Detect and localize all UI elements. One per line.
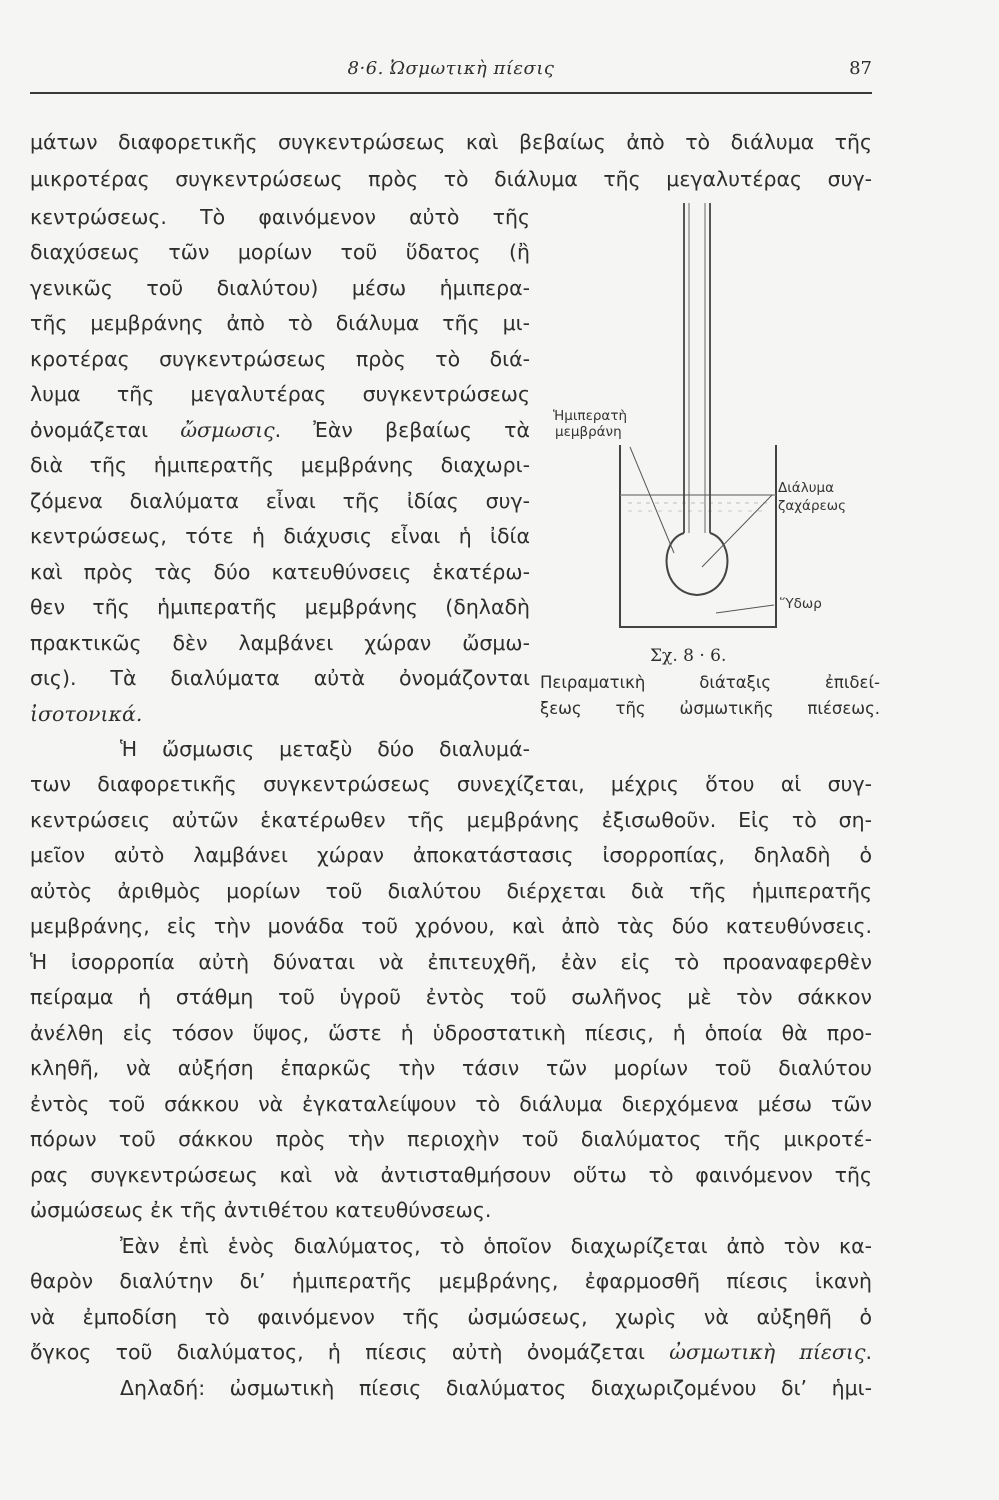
- text-run: ὄγκος τοῦ διαλύματος, ἡ πίεσις αὐτὴ ὀνομάζεται: [30, 1340, 645, 1364]
- body-line: ἀνέλθη εἰς τόσον ὕψος, ὥστε ἡ ὑδροστατικὴ πίεσις, ἡ ὁποία θὰ προ-: [30, 1021, 872, 1045]
- body-line: θεν τῆς ἡμιπερατῆς μεμβράνης (δηλαδὴ: [30, 595, 530, 619]
- figure-caption: Πειραματικὴ διάταξις ἐπιδεί-: [540, 673, 880, 692]
- body-line: ἐντὸς τοῦ σάκκου νὰ ἐγκαταλείψουν τὸ διάλυμα διερχόμενα μέσω τῶν: [30, 1092, 872, 1116]
- body-line: [30, 1338, 872, 1366]
- body-line: νὰ ἐμποδίση τὸ φαινόμενον τῆς ὠσμώσεως, χωρὶς νὰ αὐξηθῆ ὁ: [30, 1305, 872, 1329]
- label-sugar-solution: ζαχάρεως: [778, 498, 847, 514]
- body-line: των διαφορετικῆς συγκεντρώσεως συνεχίζεται, μέχρις ὅτου αἱ συγ-: [30, 772, 872, 796]
- body-line: διὰ τῆς ἡμιπερατῆς μεμβράνης διαχωρι-: [30, 453, 530, 477]
- label-membrane: Ἡμιπερατὴ: [553, 408, 628, 424]
- body-line: [30, 416, 530, 444]
- figure-number: Σχ. 8 · 6.: [650, 646, 727, 666]
- text-run: ὀνομάζεται: [30, 418, 149, 442]
- body-line: κεντρώσεις αὐτῶν ἑκατέρωθεν τῆς μεμβράνης ἐξισωθοῦν. Εἰς τὸ ση-: [30, 808, 872, 832]
- body-line: ζόμενα διαλύματα εἶναι τῆς ἰδίας συγ-: [30, 489, 530, 513]
- term-isotonic: ἰσοτονικά.: [30, 702, 143, 726]
- term-osmotic-pressure: ὠσμωτικὴ πίεσις: [669, 1340, 866, 1364]
- body-line: διαχύσεως τῶν μορίων τοῦ ὕδατος (ἢ: [30, 240, 530, 264]
- body-line: θαρὸν διαλύτην δι’ ἡμιπερατῆς μεμβράνης, ἐφαρμοσθῆ πίεσις ἱκανὴ: [30, 1269, 872, 1293]
- body-line: πείραμα ἡ στάθμη τοῦ ὑγροῦ ἐντὸς τοῦ σωλῆνος μὲ τὸν σάκκον: [30, 985, 872, 1009]
- body-line: Ἡ ὤσμωσις μεταξὺ δύο διαλυμά-: [120, 737, 530, 761]
- body-line: τῆς μεμβράνης ἀπὸ τὸ διάλυμα τῆς μι-: [30, 311, 530, 335]
- body-line: μεμβράνης, εἰς τὴν μονάδα τοῦ χρόνου, καὶ ἀπὸ τὰς δύο κατευθύνσεις.: [30, 914, 872, 938]
- body-line: μάτων διαφορετικῆς συγκεντρώσεως καὶ βεβαίως ἀπὸ τὸ διάλυμα τῆς: [30, 130, 872, 154]
- body-line: αὐτὸς ἀριθμὸς μορίων τοῦ διαλύτου διέρχεται διὰ τῆς ἡμιπερατῆς: [30, 879, 872, 903]
- body-line: ρας συγκεντρώσεως καὶ νὰ ἀντισταθμήσουν οὕτω τὸ φαινόμενον τῆς: [30, 1163, 872, 1187]
- body-line: μεῖον αὐτὸ λαμβάνει χώραν ἀποκατάστασις ἰσορροπίας, δηλαδὴ ὁ: [30, 843, 872, 867]
- figure-caption: ξεως τῆς ὠσμωτικῆς πιέσεως.: [540, 699, 880, 718]
- body-line: σις). Τὰ διαλύματα αὐτὰ ὀνομάζονται: [30, 666, 530, 690]
- body-line: πρακτικῶς δὲν λαμβάνει χώραν ὤσμω-: [30, 631, 530, 655]
- body-line: Ἡ ἰσορροπία αὐτὴ δύναται νὰ ἐπιτευχθῆ, ἐὰν εἰς τὸ προαναφερθὲν: [30, 950, 872, 974]
- body-line: κληθῆ, νὰ αὐξήση ἐπαρκῶς τὴν τάσιν τῶν μορίων τοῦ διαλύτου: [30, 1056, 872, 1080]
- body-line: μικροτέρας συγκεντρώσεως πρὸς τὸ διάλυμα τῆς μεγαλυτέρας συγ-: [30, 167, 872, 191]
- term-osmosis: ὤσμωσις: [180, 418, 275, 442]
- body-line: λυμα τῆς μεγαλυτέρας συγκεντρώσεως: [30, 382, 530, 406]
- body-line: ὠσμώσεως ἐκ τῆς ἀντιθέτου κατευθύνσεως.: [30, 1198, 492, 1222]
- body-line: γενικῶς τοῦ διαλύτου) μέσω ἡμιπερα-: [30, 276, 530, 300]
- text-run: . Ἐὰν βεβαίως τὰ: [274, 418, 530, 442]
- body-line: κροτέρας συγκεντρώσεως πρὸς τὸ διά-: [30, 347, 530, 371]
- page-number: 87: [849, 58, 872, 79]
- body-line: καὶ πρὸς τὰς δύο κατευθύνσεις ἑκατέρω-: [30, 560, 530, 584]
- membrane-pointer: [630, 447, 674, 553]
- water-pointer: [716, 605, 774, 613]
- running-head: [30, 56, 872, 94]
- solution-pointer: [702, 495, 772, 567]
- label-sugar-solution: Διάλυμα: [778, 480, 834, 496]
- text-run: .: [865, 1340, 872, 1364]
- body-line: κεντρώσεως, τότε ἡ διάχυσις εἶναι ἡ ἰδία: [30, 524, 530, 548]
- body-line: πόρων τοῦ σάκκου πρὸς τὴν περιοχὴν τοῦ διαλύματος τῆς μικροτέ-: [30, 1127, 872, 1151]
- body-line: Δηλαδή: ὠσμωτικὴ πίεσις διαλύματος διαχωριζομένου δι’ ἡμι-: [120, 1376, 872, 1400]
- membrane-sack: [667, 533, 728, 595]
- section-title: 8·6. Ὠσμωτικὴ πίεσις: [347, 58, 555, 79]
- label-membrane: μεμβράνη: [555, 424, 622, 440]
- body-line: Ἐὰν ἐπὶ ἑνὸς διαλύματος, τὸ ὁποῖον διαχωρίζεται ἀπὸ τὸν κα-: [120, 1234, 872, 1258]
- body-line: κεντρώσεως. Τὸ φαινόμενον αὐτὸ τῆς: [30, 205, 530, 229]
- label-water: Ὕδωρ: [780, 596, 822, 612]
